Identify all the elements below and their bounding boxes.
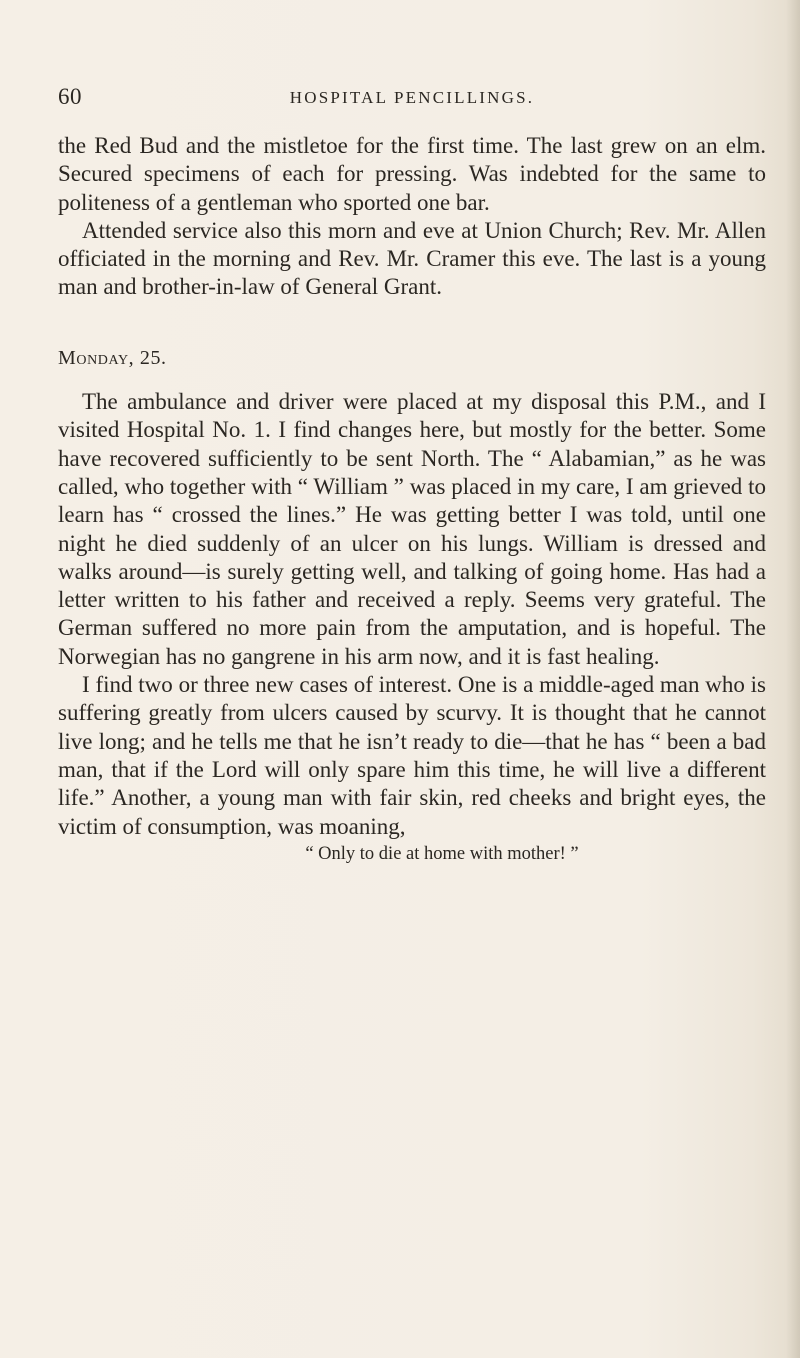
page-number: 60 — [58, 84, 82, 109]
quote: “ Only to die at home with mother! ” — [305, 843, 579, 864]
page-header — [58, 84, 766, 114]
paragraph-new-cases: I find two or three new cases of interest. One is a middle-aged man who is suffering greatly from ulcers caused by scurvy. It is thought that he cannot live long; and he tells me that he isn’t ready to die—that he has “ been a bad man, that if the Lord will only spare him this time, he will live a different life.” Another, a young man with fair skin, red cheeks and bright eyes, the victim of consumption, was moaning, — [58, 672, 766, 839]
page-body — [58, 132, 766, 867]
date-heading: Monday, 25. — [58, 346, 167, 369]
running-head: HOSPITAL PENCILLINGS. — [289, 88, 535, 107]
paragraph-continued: the Red Bud and the mistletoe for the first time. The last grew on an elm. Secured specimens of each for pressing. Was indebted for the same to politeness of a gentleman who sported one bar. — [58, 133, 766, 215]
paragraph-hospital-visit: The ambulance and driver were placed at my disposal this P.M., and I visited Hospital No. 1. I find changes here, but mostly for the better. Some have recovered sufficiently to be sent North. The “ Alabamian,” as he was called, who together with “ William ” was placed in my care, I am grieved to learn has “ crossed the lines.” He was getting better I was told, until one night he died suddenly of an ulcer on his lungs. William is dressed and walks around—is surely getting well, and talking of going home. Has had a letter written to his father and received a reply. Seems very grateful. The German suffered no more pain from the amputation, and is hopeful. The Norwegian has no gangrene in his arm now, and it is fast healing. — [58, 389, 766, 669]
page-edge-shadow — [786, 0, 800, 1358]
paragraph-church: Attended service also this morn and eve at Union Church; Rev. Mr. Allen officiated in the morning and Rev. Mr. Cramer this eve. The last is a young man and brother-in-law of General Grant. — [58, 217, 766, 300]
